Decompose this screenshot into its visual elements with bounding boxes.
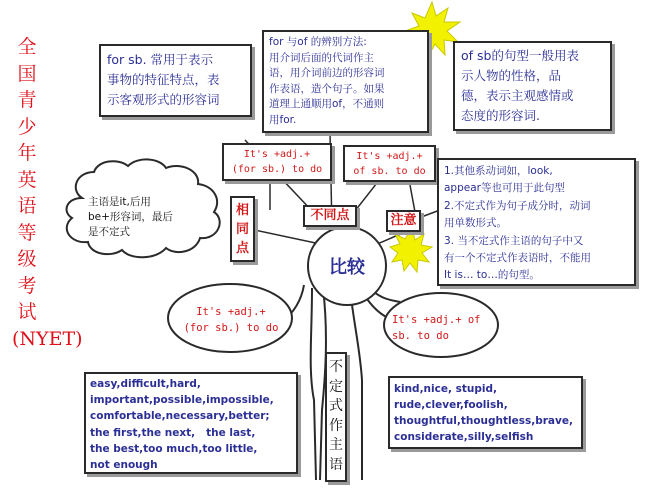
burst-bottom bbox=[390, 228, 432, 272]
connector-note-up bbox=[410, 185, 415, 212]
box-adjectives-for-text: easy,difficult,hard, important,possible,impossible, comfortable,necessary,better; the first,the next, the last, the best,too much,too little, not enough bbox=[90, 378, 274, 472]
label-different-text: 不同点 bbox=[310, 208, 350, 223]
cloud-text: 主语是it,后用 be+形容词，最后 是不定式 bbox=[88, 196, 173, 238]
center-node: 比较 bbox=[329, 257, 365, 278]
label-infinitive-subject-text: 不定式作主语 bbox=[329, 359, 343, 473]
label-infinitive-subject bbox=[325, 352, 347, 482]
box-adjectives-of-text: kind,nice, stupid, rude,clever,foolish, thoughtful,thoughtless,brave, considerate,silly,selfish bbox=[394, 383, 573, 443]
label-same-text: 相同点 bbox=[236, 203, 250, 256]
label-note bbox=[386, 210, 421, 232]
box-notes bbox=[437, 158, 636, 286]
box-of-usage-text: of sb的句型一般用表 示人物的性格，品 德，表示主观感情或 态度的形容词. bbox=[461, 48, 579, 123]
label-note-text: 注意 bbox=[390, 213, 417, 228]
box-notes-text: 1.其他系动词如，look, appear等也可用于此句型 2.不定式作为句子成分时，动词 用单数形式。 3. 当不定式作主语的句子中又 有一个不定式作表语时，不能用 It is… to…的句型。 bbox=[444, 165, 591, 282]
box-for-usage-text: for sb. 常用于表示 事物的特征特点，表 示客观形式的形容词 bbox=[107, 52, 220, 107]
box-of-usage bbox=[453, 41, 612, 131]
box-for-of-distinction-text: for 与of 的辨别方法: 用介词后面的代词作主 语，用介词前边的形容词 作表语，造个句子。如果 道理上通顺用of，不通则 用for. bbox=[269, 36, 385, 126]
pattern-for-large: It's +adj.+ (for sb.) to do bbox=[183, 306, 279, 334]
label-different bbox=[303, 205, 357, 227]
pattern-box-for-small bbox=[222, 143, 332, 181]
side-title: 全国青少年英语等级考试(NYET) bbox=[12, 36, 83, 350]
box-for-of-distinction bbox=[262, 30, 429, 133]
box-adjectives-for bbox=[84, 372, 298, 474]
pattern-box-of-small bbox=[343, 145, 436, 182]
label-same bbox=[230, 196, 255, 262]
connector-same bbox=[245, 228, 325, 245]
box-for-usage bbox=[99, 44, 252, 117]
box-adjectives-of bbox=[388, 376, 583, 449]
pattern-for-small-text: It's +adj.+ (for sb.) to do bbox=[231, 149, 323, 175]
pattern-of-small-text: It's +adj.+ of sb. to do bbox=[353, 151, 426, 177]
pattern-of-large: It's +adj.+ of sb. to do bbox=[392, 314, 481, 342]
